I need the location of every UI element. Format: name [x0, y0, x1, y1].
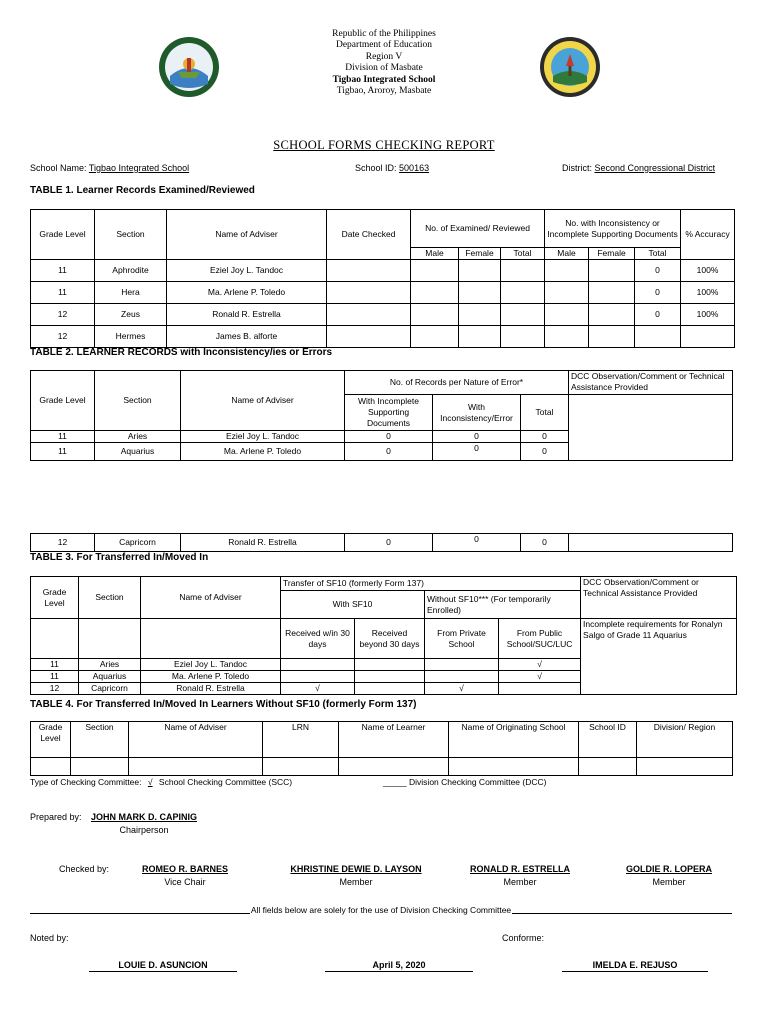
noted-name-text: LOUIE D. ASUNCION	[118, 960, 208, 970]
header-line: Region V	[365, 51, 403, 62]
t3-section: Aquarius	[79, 671, 141, 683]
t1-accuracy: 100%	[681, 282, 735, 304]
t3-h-transfer: Transfer of SF10 (formerly Form 137)	[281, 577, 581, 591]
t2-section: Aries	[95, 431, 181, 443]
t3-private	[425, 659, 499, 671]
t1-date	[327, 326, 411, 348]
t4-h-division: Division/ Region	[637, 722, 733, 758]
t1-section: Hermes	[95, 326, 167, 348]
checked-label: Checked by:	[59, 864, 110, 874]
t4-h-learner: Name of Learner	[339, 722, 449, 758]
t3-beyond	[355, 671, 425, 683]
t4-h-grade: Grade Level	[31, 722, 71, 758]
committee-row	[30, 777, 292, 787]
t2-grade: 11	[31, 431, 95, 443]
t3-within	[281, 659, 355, 671]
school-name-label: School Name:	[30, 163, 87, 173]
noted-date	[325, 960, 473, 972]
t1-cell	[545, 326, 589, 348]
prepared-role: Chairperson	[119, 825, 169, 835]
t3-h-public: From Public School/SUC/LUC	[499, 619, 581, 659]
checker-signature	[614, 863, 724, 889]
t3-h-section: Section	[79, 577, 141, 619]
checker-name: GOLDIE R. LOPERA	[625, 864, 712, 874]
checker-role: Member	[339, 877, 373, 887]
table2-title: TABLE 2. LEARNER RECORDS with Inconsistency/ies or Errors	[30, 347, 333, 358]
t2-h-dcc: DCC Observation/Comment or Technical Assistance Provided	[569, 371, 733, 395]
t1-adviser: Eziel Joy L. Tandoc	[167, 260, 327, 282]
t1-cell	[589, 304, 635, 326]
t1-h-inconsistency: No. with Inconsistency or Incomplete Supporting Documents	[545, 210, 681, 248]
t1-adviser: Ma. Arlene P. Toledo	[167, 282, 327, 304]
t1-inc-total: 0	[635, 260, 681, 282]
t3-h-without: Without SF10*** (For temporarily Enrolled)	[425, 591, 581, 619]
table-row	[31, 260, 735, 282]
t2-h-total: Total	[521, 395, 569, 431]
checker-signature	[130, 863, 240, 889]
t3-h-adviser: Name of Adviser	[141, 577, 281, 619]
t1-section: Zeus	[95, 304, 167, 326]
noted-label: Noted by:	[30, 933, 69, 943]
t3-within: √	[281, 683, 355, 695]
noted-name	[89, 960, 237, 972]
t4-h-adviser: Name of Adviser	[129, 722, 263, 758]
t4-h-schoolid: School ID	[579, 722, 637, 758]
table4	[30, 721, 733, 776]
t1-grade: 11	[31, 282, 95, 304]
t1-grade: 12	[31, 304, 95, 326]
t3-grade: 11	[31, 659, 79, 671]
t3-section: Capricorn	[79, 683, 141, 695]
t2-h-grade: Grade Level	[31, 371, 95, 431]
t3-h-empty	[79, 619, 141, 659]
t3-private	[425, 671, 499, 683]
school-id-value: 500163	[399, 163, 430, 173]
district-row	[562, 163, 715, 173]
t1-h-adviser: Name of Adviser	[167, 210, 327, 260]
t1-cell	[411, 282, 459, 304]
t4-cell	[263, 758, 339, 776]
table3-title: TABLE 3. For Transferred In/Moved In	[30, 552, 209, 563]
t1-cell	[411, 260, 459, 282]
t3-grade: 11	[31, 671, 79, 683]
t1-cell	[411, 326, 459, 348]
t3-adviser: Ma. Arlene P. Toledo	[141, 671, 281, 683]
t1-grade: 11	[31, 260, 95, 282]
header-line: Republic of the Philippines	[332, 29, 436, 39]
prepared-label: Prepared by:	[30, 812, 82, 822]
t3-h-grade: Grade Level	[31, 577, 79, 619]
t2-adviser: Eziel Joy L. Tandoc	[181, 431, 345, 443]
t1-accuracy: 100%	[681, 304, 735, 326]
t3-public	[499, 683, 581, 695]
t1-h-total: Total	[635, 248, 681, 260]
table2	[30, 370, 733, 461]
t3-public: √	[499, 671, 581, 683]
t3-grade: 12	[31, 683, 79, 695]
checker-signature	[278, 863, 434, 889]
t3-adviser: Ronald R. Estrella	[141, 683, 281, 695]
t4-cell	[339, 758, 449, 776]
t2-err: 0	[433, 431, 521, 443]
t4-cell	[71, 758, 129, 776]
t1-h-accuracy: % Accuracy	[681, 210, 735, 260]
table3	[30, 576, 737, 695]
t1-date	[327, 260, 411, 282]
t1-cell	[411, 304, 459, 326]
dcc-option: Division Checking Committee (DCC)	[409, 777, 547, 787]
t1-cell	[545, 260, 589, 282]
t1-cell	[589, 326, 635, 348]
t2-err: 0	[433, 443, 521, 461]
header-line: Division of Masbate	[345, 63, 423, 74]
t2-total: 0	[521, 431, 569, 443]
school-name-row	[30, 163, 189, 173]
t1-cell	[501, 260, 545, 282]
t1-cell	[501, 304, 545, 326]
t1-h-male: Male	[545, 248, 589, 260]
t3-within	[281, 671, 355, 683]
t2-adviser: Ronald R. Estrella	[181, 534, 345, 552]
t2-total: 0	[521, 534, 569, 552]
t2-inc: 0	[345, 534, 433, 552]
table4-title: TABLE 4. For Transferred In/Moved In Learners Without SF10 (formerly Form 137)	[30, 699, 417, 710]
t2-grade: 11	[31, 443, 95, 461]
t4-cell	[579, 758, 637, 776]
t1-h-grade: Grade Level	[31, 210, 95, 260]
t1-adviser: Ronald R. Estrella	[167, 304, 327, 326]
letterhead	[234, 29, 534, 97]
table1	[30, 209, 735, 348]
t2-inc: 0	[345, 443, 433, 461]
t3-dcc-note: Incomplete requirements for Ronalyn Salgo of Grade 11 Aquarius	[581, 619, 737, 695]
t1-h-examined: No. of Examined/ Reviewed	[411, 210, 545, 248]
t1-cell	[501, 282, 545, 304]
t2-section: Capricorn	[95, 534, 181, 552]
t1-cell	[501, 326, 545, 348]
header-line: Tigbao, Aroroy, Masbate	[336, 86, 432, 97]
header-school-name: Tigbao Integrated School	[332, 74, 436, 85]
t1-h-female: Female	[589, 248, 635, 260]
t1-date	[327, 282, 411, 304]
t1-h-total: Total	[501, 248, 545, 260]
table2-continued	[30, 533, 733, 552]
t2-dcc-cell	[569, 534, 733, 552]
t3-h-private: From Private School	[425, 619, 499, 659]
conforme-name-text: IMELDA E. REJUSO	[592, 960, 678, 970]
checker-name: RONALD R. ESTRELLA	[470, 864, 570, 874]
t2-h-adviser: Name of Adviser	[181, 371, 345, 431]
checker-name: KHRISTINE DEWIE D. LAYSON	[290, 864, 422, 874]
t3-public: √	[499, 659, 581, 671]
t1-grade: 12	[31, 326, 95, 348]
t3-h-empty	[31, 619, 79, 659]
t3-beyond	[355, 683, 425, 695]
t1-cell	[459, 282, 501, 304]
t1-cell	[545, 282, 589, 304]
t3-section: Aries	[79, 659, 141, 671]
school-id-label: School ID:	[355, 163, 397, 173]
t1-cell	[459, 304, 501, 326]
t1-section: Aphrodite	[95, 260, 167, 282]
t1-cell	[459, 326, 501, 348]
t1-inc-total: 0	[635, 282, 681, 304]
t4-h-lrn: LRN	[263, 722, 339, 758]
checker-role: Member	[652, 877, 686, 887]
header-line: Department of Education	[335, 40, 433, 51]
division-divider	[30, 905, 732, 915]
t2-h-inconsistency: With Inconsistency/Error	[433, 395, 521, 431]
table-row	[31, 534, 733, 552]
dcc-blank: _____	[383, 777, 407, 787]
t1-cell	[589, 260, 635, 282]
t2-adviser: Ma. Arlene P. Toledo	[181, 443, 345, 461]
table-row	[31, 758, 733, 776]
school-name-value: Tigbao Integrated School	[88, 163, 190, 173]
deped-seal-icon	[158, 36, 220, 98]
checker-name: ROMEO R. BARNES	[141, 864, 228, 874]
scc-option: School Checking Committee (SCC)	[158, 777, 293, 787]
t3-adviser: Eziel Joy L. Tandoc	[141, 659, 281, 671]
t3-h-dcc: DCC Observation/Comment or Technical Assistance Provided	[581, 577, 737, 619]
t1-cell	[459, 260, 501, 282]
t2-dcc-cell	[569, 395, 733, 461]
t2-grade: 12	[31, 534, 95, 552]
table-row	[31, 304, 735, 326]
t1-date	[327, 304, 411, 326]
district-label: District:	[562, 163, 592, 173]
t2-total: 0	[521, 443, 569, 461]
t2-h-nature: No. of Records per Nature of Error*	[345, 371, 569, 395]
prepared-signature	[84, 811, 204, 837]
checker-signature	[462, 863, 578, 889]
t4-cell	[449, 758, 579, 776]
t3-h-beyond30: Received beyond 30 days	[355, 619, 425, 659]
noted-date-text: April 5, 2020	[372, 960, 426, 970]
conforme-name	[562, 960, 708, 972]
t3-private: √	[425, 683, 499, 695]
t4-cell	[637, 758, 733, 776]
school-seal-icon	[539, 36, 601, 98]
t1-h-section: Section	[95, 210, 167, 260]
t1-cell	[545, 304, 589, 326]
t3-h-empty	[141, 619, 281, 659]
t2-inc: 0	[345, 431, 433, 443]
t3-h-within30: Received w/in 30 days	[281, 619, 355, 659]
t4-h-origin: Name of Originating School	[449, 722, 579, 758]
t1-inc-total	[635, 326, 681, 348]
division-note: All fields below are solely for the use of Division Checking Committee	[250, 905, 512, 915]
t2-h-section: Section	[95, 371, 181, 431]
t4-cell	[129, 758, 263, 776]
scc-checkmark: √	[147, 777, 153, 787]
t3-beyond	[355, 659, 425, 671]
t1-h-male: Male	[411, 248, 459, 260]
table1-title: TABLE 1. Learner Records Examined/Reviewed	[30, 185, 255, 196]
t2-section: Aquarius	[95, 443, 181, 461]
t1-inc-total: 0	[635, 304, 681, 326]
table-row	[31, 282, 735, 304]
checker-role: Vice Chair	[164, 877, 206, 887]
t1-adviser: James B. alforte	[167, 326, 327, 348]
dcc-row	[383, 777, 546, 787]
t4-cell	[31, 758, 71, 776]
district-value: Second Congressional District	[594, 163, 716, 173]
t2-err: 0	[433, 534, 521, 552]
t3-h-with: With SF10	[281, 591, 425, 619]
t1-cell	[589, 282, 635, 304]
school-id-row	[355, 163, 429, 173]
prepared-name: JOHN MARK D. CAPINIG	[90, 812, 197, 822]
t1-accuracy	[681, 326, 735, 348]
t2-h-incomplete: With Incomplete Supporting Documents	[345, 395, 433, 431]
t4-h-section: Section	[71, 722, 129, 758]
committee-label: Type of Checking Committee:	[30, 777, 142, 787]
t1-h-female: Female	[459, 248, 501, 260]
conforme-label: Conforme:	[502, 933, 545, 943]
table-row	[31, 326, 735, 348]
checker-role: Member	[503, 877, 537, 887]
t1-h-date: Date Checked	[327, 210, 411, 260]
t1-section: Hera	[95, 282, 167, 304]
t1-accuracy: 100%	[681, 260, 735, 282]
report-title: SCHOOL FORMS CHECKING REPORT	[273, 138, 495, 152]
